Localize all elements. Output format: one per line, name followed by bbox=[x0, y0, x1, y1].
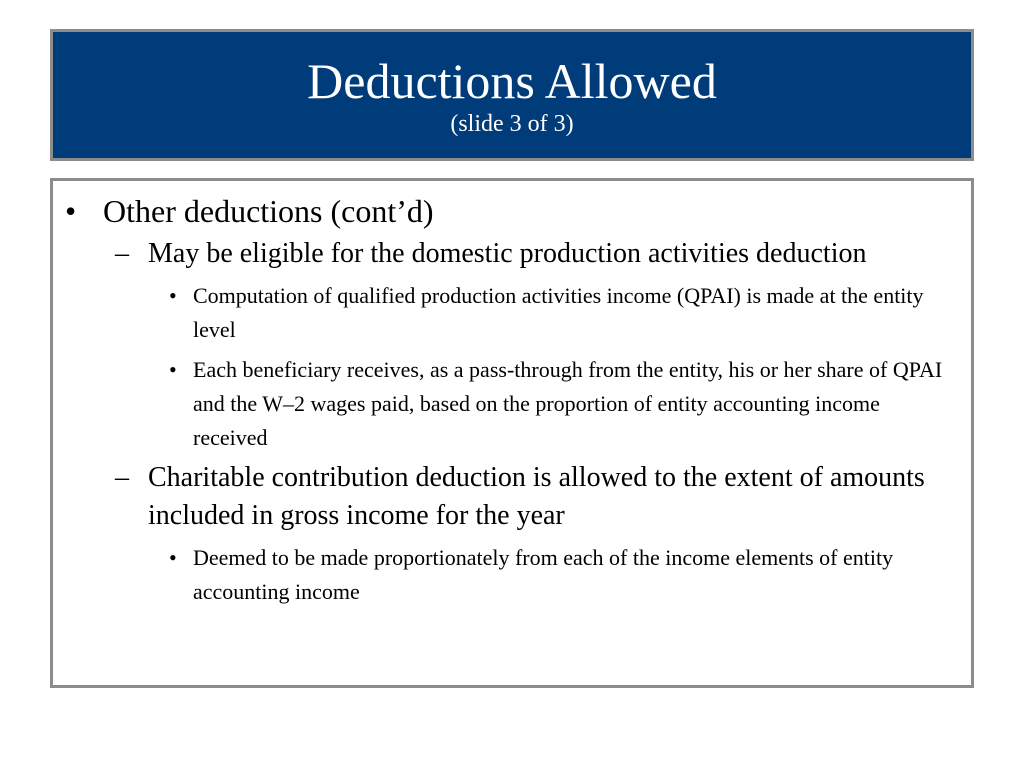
bullet-marker: • bbox=[169, 545, 177, 570]
slide-title: Deductions Allowed bbox=[307, 53, 717, 109]
dash-marker: – bbox=[115, 462, 129, 493]
slide-subtitle: (slide 3 of 3) bbox=[450, 111, 574, 137]
bullet-text: Deemed to be made proportionately from each of the income elements of entity accounting income bbox=[193, 545, 894, 604]
bullet-text: Charitable contribution deduction is allowed to the extent of amounts included in gross income for the year bbox=[148, 462, 925, 531]
bullet-text: Other deductions (cont’d) bbox=[103, 193, 434, 229]
bullet-text: May be eligible for the domestic production activities deduction bbox=[148, 238, 867, 269]
content-panel bbox=[50, 178, 974, 688]
bullet-list bbox=[53, 181, 971, 609]
dash-marker: – bbox=[115, 238, 129, 269]
title-banner bbox=[50, 29, 974, 161]
bullet-deemed-proportionate bbox=[53, 541, 971, 609]
bullet-charitable-contribution bbox=[53, 459, 971, 535]
bullet-text: Each beneficiary receives, as a pass-through from the entity, his or her share of QPAI and the W–2 wages paid, based on the proportion of entity accounting income received bbox=[193, 357, 943, 450]
bullet-beneficiary-share bbox=[53, 353, 971, 455]
bullet-text: Computation of qualified production activities income (QPAI) is made at the entity level bbox=[193, 283, 924, 342]
bullet-other-deductions bbox=[53, 191, 971, 231]
bullet-marker: • bbox=[169, 357, 177, 382]
bullet-domestic-production bbox=[53, 235, 971, 273]
bullet-qpai-computation bbox=[53, 279, 971, 347]
bullet-marker: • bbox=[65, 193, 77, 229]
bullet-marker: • bbox=[169, 283, 177, 308]
